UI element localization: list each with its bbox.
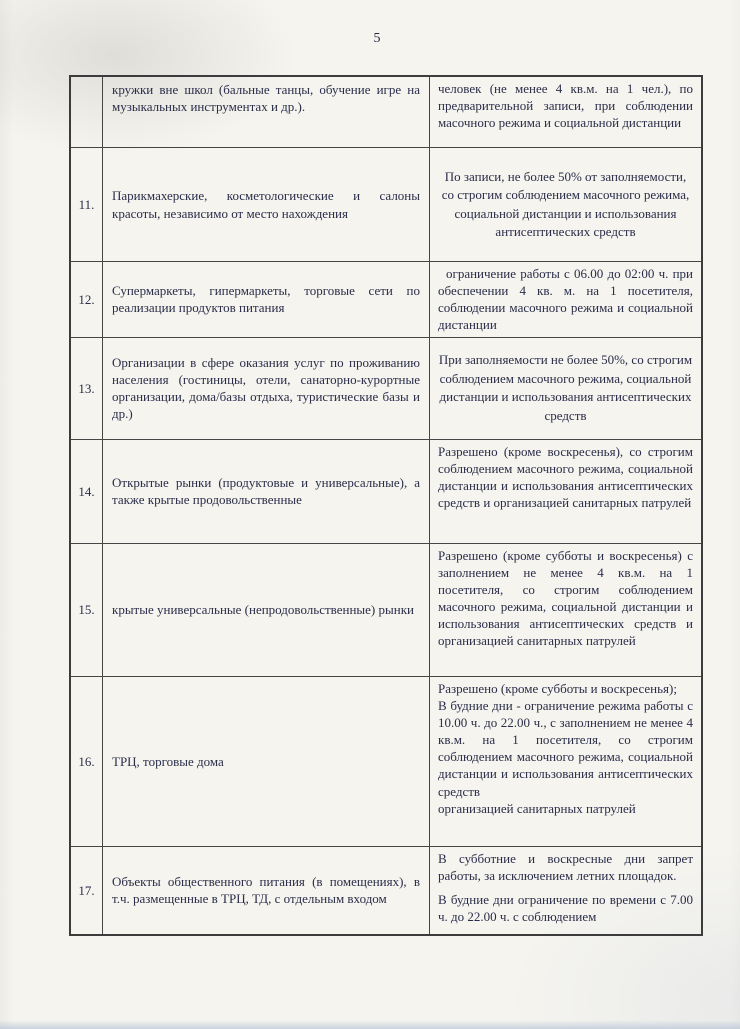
row-number-cell xyxy=(71,77,102,147)
row-number: 16. xyxy=(78,753,95,769)
establishment-cell xyxy=(102,847,429,934)
table-row xyxy=(71,337,701,439)
establishment-cell xyxy=(102,440,429,543)
scan-bottom-edge-shading xyxy=(0,1020,740,1029)
restriction-cell xyxy=(429,440,701,543)
row-number-cell xyxy=(71,338,102,439)
establishment-cell xyxy=(102,677,429,846)
restriction-text: Разрешено (кроме субботы и воскресенья) с заполнением не менее 4 кв.м. на 1 посетителя, со строгим соблюдением масочного режима, социальной дистанции и использования антисептических средств и организацией санитарных патрулей xyxy=(438,547,693,649)
establishment-text: Супермаркеты, гипермаркеты, торговые сети по реализации продуктов питания xyxy=(112,283,420,316)
establishment-text: Открытые рынки (продуктовые и универсальные), а также крытые продовольственные xyxy=(112,474,420,508)
establishment-text: кружки вне школ (бальные танцы, обучение игре на музыкальных инструментах и др.). xyxy=(112,82,420,115)
restriction-text: При заполняемости не более 50%, со строгим соблюдением масочного режима, социальной дистанции и использования антисептических средств xyxy=(438,352,693,423)
restriction-text: В будние дни ограничение по времени с 7.00 ч. до 22.00 ч. с соблюдением xyxy=(438,891,693,925)
row-number: 15. xyxy=(78,602,95,618)
page-number: 5 xyxy=(373,31,381,46)
restriction-text: По записи, не более 50% от заполняемости, со строгим соблюдением масочного режима, социальной дистанции и использования антисептических средств xyxy=(441,168,690,239)
restriction-cell xyxy=(429,544,701,676)
row-number: 14. xyxy=(78,483,95,499)
row-number-cell xyxy=(71,847,102,934)
establishment-cell xyxy=(102,77,429,147)
establishment-text: крытые универсальные (непродовольственные) рынки xyxy=(112,602,414,618)
restriction-text: Разрешено (кроме субботы и воскресенья); xyxy=(438,680,677,696)
row-number: 13. xyxy=(78,380,95,396)
restriction-cell xyxy=(429,262,701,337)
restrictions-table xyxy=(69,75,703,936)
row-number-cell xyxy=(71,262,102,337)
row-number-cell xyxy=(71,440,102,543)
row-number-cell xyxy=(71,544,102,676)
restriction-text: ограничение работы с 06.00 до 02:00 ч. при обеспечении 4 кв. м. на 1 посетителя, соблюдении масочного режима и социальной дистанции xyxy=(438,266,693,333)
restriction-text: организацией санитарных патрулей xyxy=(438,800,636,816)
table-row xyxy=(71,676,701,846)
table-row xyxy=(71,543,701,676)
table-row xyxy=(71,261,701,337)
establishment-cell xyxy=(102,262,429,337)
row-number-cell xyxy=(71,677,102,846)
table-row xyxy=(71,147,701,261)
restriction-cell xyxy=(429,148,701,261)
row-number: 11. xyxy=(78,196,95,212)
establishment-text: Организации в сфере оказания услуг по проживанию населения (гостиницы, отели, санаторно-курортные организации, дома/базы отдыха, туристические базы и др.) xyxy=(112,354,420,422)
restriction-cell xyxy=(429,77,701,147)
table-row xyxy=(71,77,701,147)
table-row xyxy=(71,439,701,543)
restriction-cell xyxy=(429,338,701,439)
establishment-cell xyxy=(102,338,429,439)
restriction-text: Разрешено (кроме воскресенья), со строгим соблюдением масочного режима, социальной дистанции и использования антисептических средств и организацией санитарных патрулей xyxy=(438,443,693,511)
establishment-text: ТРЦ, торговые дома xyxy=(112,753,224,769)
establishment-cell xyxy=(102,148,429,261)
establishment-text: Объекты общественного питания (в помещениях), в т.ч. размещенные в ТРЦ, ТД, с отдельным входом xyxy=(112,873,420,907)
restriction-cell xyxy=(429,677,701,846)
restriction-text: человек (не менее 4 кв.м. на 1 чел.), по предварительной записи, при соблюдении масочного режима и социальной дистанции xyxy=(438,81,693,131)
row-number: 12. xyxy=(78,291,95,307)
establishment-text: Парикмахерские, косметологические и салоны красоты, независимо от место нахождения xyxy=(112,188,420,221)
row-number-cell xyxy=(71,148,102,261)
restriction-text: В субботние и воскресные дни запрет работы, за исключением летних площадок. xyxy=(438,850,693,883)
table-row xyxy=(71,846,701,934)
restriction-cell xyxy=(429,847,701,934)
row-number: 17. xyxy=(78,882,95,898)
restriction-text: В будние дни - ограничение режима работы с 10.00 ч. до 22.00 ч., с заполнением не менее 4 кв.м. на 1 посетителя, со строгим соблюдением масочного режима, социальной дистанции и использования антисептических средств xyxy=(438,697,693,799)
establishment-cell xyxy=(102,544,429,676)
